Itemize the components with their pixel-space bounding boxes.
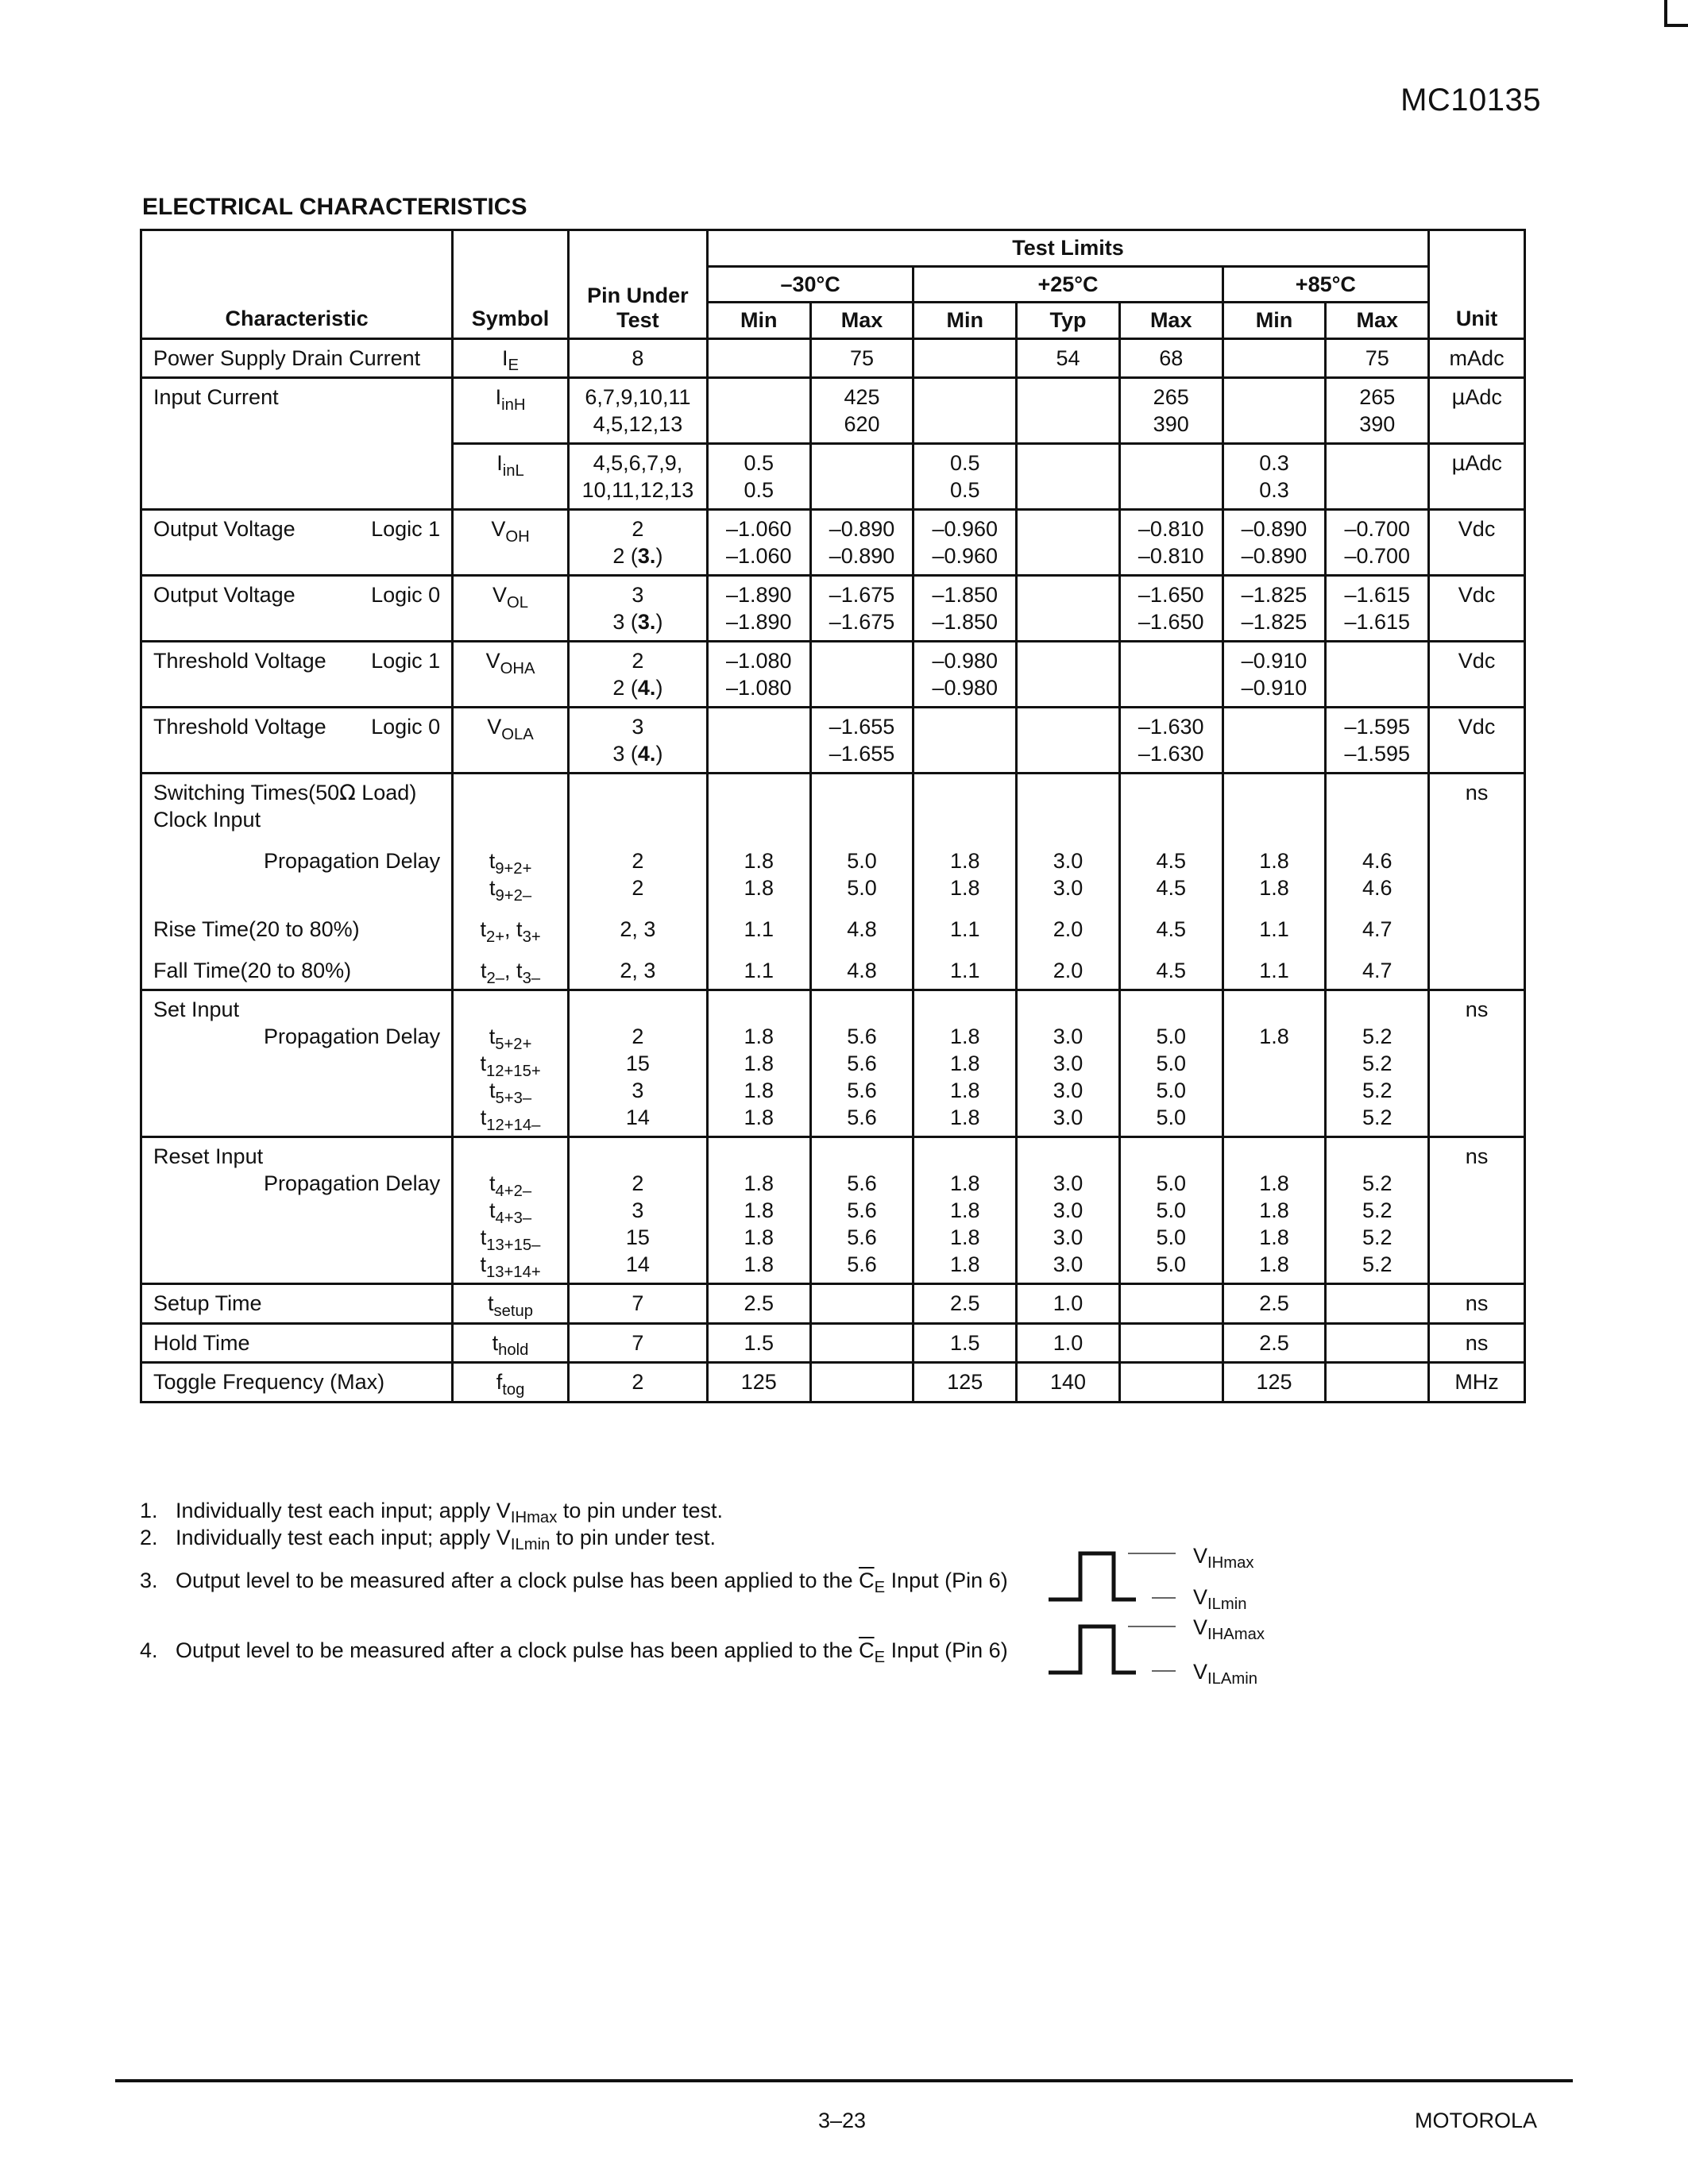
value-cell xyxy=(1017,708,1120,774)
table-row xyxy=(141,338,1525,378)
value-cell: 5.0 5.0 5.0 5.0 xyxy=(1119,990,1223,1137)
value-cell: –0.890 –0.890 xyxy=(1223,510,1326,576)
characteristic-cell: Output Voltage Logic 0 xyxy=(141,576,453,642)
col-header-typ: Typ xyxy=(1017,303,1120,339)
characteristic-cell: Threshold Voltage Logic 0 xyxy=(141,708,453,774)
value-cell: –0.910 –0.910 xyxy=(1223,642,1326,708)
value-cell: 75 xyxy=(1326,338,1429,378)
value-cell: 3.0 3.0 3.0 3.0 xyxy=(1017,990,1120,1137)
value-cell: 2.5 xyxy=(707,1284,810,1324)
value-cell xyxy=(1119,1323,1223,1363)
value-cell xyxy=(707,338,810,378)
document-id: MC10135 xyxy=(1400,83,1541,118)
symbol-cell: $V_{OL}$ xyxy=(453,576,569,642)
characteristic-cell: Reset Input Propagation Delay xyxy=(141,1137,453,1284)
pin-cell: 7 xyxy=(568,1323,707,1363)
symbol-cell: $t_{setup}$ xyxy=(453,1284,569,1324)
pulse-trace xyxy=(1049,1626,1136,1673)
symbol-cell: $t_{5+2+}$ $t_{12+15+}$ $t_{5+3-}$ $t_{12+14-}$ xyxy=(453,990,569,1137)
characteristic-cell: Output Voltage Logic 1 xyxy=(141,510,453,576)
header-row-1 xyxy=(141,230,1525,267)
pin-cell: 3 3 (4.) xyxy=(568,708,707,774)
unit-cell: Vdc xyxy=(1429,708,1525,774)
value-cell xyxy=(810,444,914,510)
symbol-cell: $I_{inH}$ xyxy=(453,378,569,444)
characteristic-cell: Toggle Frequency (Max) xyxy=(141,1363,453,1403)
symbol-cell: $f_{tog}$ xyxy=(453,1363,569,1403)
value-cell: 2.5 xyxy=(914,1284,1017,1324)
value-cell: 1.8 xyxy=(1223,990,1326,1137)
table-row xyxy=(141,1284,1525,1324)
pin-cell: 2 xyxy=(568,1363,707,1403)
value-cell: 1.8 1.8 1.1 1.1 xyxy=(707,774,810,990)
value-cell: 75 xyxy=(810,338,914,378)
value-cell: 2.5 xyxy=(1223,1284,1326,1324)
characteristic-cell: Set Input Propagation Delay xyxy=(141,990,453,1137)
value-cell: 0.5 0.5 xyxy=(914,444,1017,510)
value-cell: 2.5 xyxy=(1223,1323,1326,1363)
symbol-cell: $t_{9+2+}$ $t_{9+2-}$ $t_{2+}$, $t_{3+}$ $t_{2-}$, $t_{3-}$ xyxy=(453,774,569,990)
unit-cell: MHz xyxy=(1429,1363,1525,1403)
pin-cell: 2 15 3 14 xyxy=(568,990,707,1137)
value-cell xyxy=(914,338,1017,378)
value-cell xyxy=(1326,1323,1429,1363)
symbol-cell: $I_{inL}$ xyxy=(453,444,569,510)
pin-cell: 2 2 2, 3 2, 3 xyxy=(568,774,707,990)
value-cell: 68 xyxy=(1119,338,1223,378)
table-row xyxy=(141,990,1525,1137)
unit-cell: ns xyxy=(1429,1323,1525,1363)
value-cell: 5.2 5.2 5.2 5.2 xyxy=(1326,990,1429,1137)
characteristic-cell: Input Current xyxy=(141,378,453,510)
value-cell: 5.2 5.2 5.2 5.2 xyxy=(1326,1137,1429,1284)
symbol-cell: $t_{4+2-}$ $t_{4+3-}$ $t_{13+15-}$ $t_{13+14+}$ xyxy=(453,1137,569,1284)
value-cell xyxy=(1017,642,1120,708)
value-cell xyxy=(1017,444,1120,510)
col-header-characteristic: Characteristic xyxy=(141,230,453,339)
pin-cell: 3 3 (3.) xyxy=(568,576,707,642)
col-header-symbol: Symbol xyxy=(453,230,569,339)
table-row xyxy=(141,1323,1525,1363)
footnote-3: 3. Output level to be measured after a clock pulse has been applied to the $\overline{C}_E$ Input (Pin 6) xyxy=(140,1569,1008,1597)
value-cell: 1.8 1.8 1.8 1.8 xyxy=(707,1137,810,1284)
value-cell: –1.650 –1.650 xyxy=(1119,576,1223,642)
col-header-max: Max xyxy=(1326,303,1429,339)
value-cell xyxy=(914,708,1017,774)
unit-cell: Vdc xyxy=(1429,576,1525,642)
value-cell xyxy=(810,1363,914,1403)
unit-cell: ns xyxy=(1429,774,1525,990)
value-cell: 1.8 1.8 1.1 1.1 xyxy=(1223,774,1326,990)
value-cell: 1.5 xyxy=(914,1323,1017,1363)
value-cell: 4.6 4.6 4.7 4.7 xyxy=(1326,774,1429,990)
pulse-waveform-note3 xyxy=(1049,1547,1176,1603)
pin-cell: 8 xyxy=(568,338,707,378)
col-header-temp-plus25: +25°C xyxy=(914,266,1223,303)
footnote-2: 2. Individually test each input; apply $V_{ILmin}$ to pin under test. xyxy=(140,1526,716,1554)
value-cell xyxy=(1223,378,1326,444)
col-header-test-limits: Test Limits xyxy=(707,230,1428,267)
value-cell: –1.615 –1.615 xyxy=(1326,576,1429,642)
pin-cell: 2 2 (3.) xyxy=(568,510,707,576)
page-number: 3–23 xyxy=(818,2109,867,2132)
value-cell: –1.825 –1.825 xyxy=(1223,576,1326,642)
value-cell: 0.3 0.3 xyxy=(1223,444,1326,510)
symbol-cell: $V_{OLA}$ xyxy=(453,708,569,774)
value-cell: 4.5 4.5 4.5 4.5 xyxy=(1119,774,1223,990)
characteristic-cell: Threshold Voltage Logic 1 xyxy=(141,642,453,708)
characteristic-cell: Setup Time xyxy=(141,1284,453,1324)
symbol-cell: $I_E$ xyxy=(453,338,569,378)
value-cell: –0.960 –0.960 xyxy=(914,510,1017,576)
table-row xyxy=(141,378,1525,444)
value-cell: 125 xyxy=(914,1363,1017,1403)
vihamax-label: $V_{IHAmax}$ xyxy=(1193,1615,1265,1644)
symbol-cell: $t_{hold}$ xyxy=(453,1323,569,1363)
characteristic-cell: Power Supply Drain Current xyxy=(141,338,453,378)
value-cell: –1.850 –1.850 xyxy=(914,576,1017,642)
col-header-temp-minus30: –30°C xyxy=(707,266,914,303)
footnote-1: 1. Individually test each input; apply $V_{IHmax}$ to pin under test. xyxy=(140,1499,723,1527)
symbol-cell: $V_{OHA}$ xyxy=(453,642,569,708)
table-row xyxy=(141,642,1525,708)
value-cell: –0.700 –0.700 xyxy=(1326,510,1429,576)
value-cell: 1.0 xyxy=(1017,1323,1120,1363)
value-cell xyxy=(1223,708,1326,774)
value-cell xyxy=(1119,1363,1223,1403)
value-cell: 1.8 1.8 1.8 1.8 xyxy=(914,1137,1017,1284)
pin-cell: 2 2 (4.) xyxy=(568,642,707,708)
vihmax-label: $V_{IHmax}$ xyxy=(1193,1544,1254,1572)
section-title: ELECTRICAL CHARACTERISTICS xyxy=(142,194,527,220)
page-corner-mark xyxy=(1664,0,1688,27)
value-cell: 265 390 xyxy=(1326,378,1429,444)
value-cell xyxy=(914,378,1017,444)
value-cell: 125 xyxy=(1223,1363,1326,1403)
value-cell xyxy=(1326,642,1429,708)
symbol-cell: $V_{OH}$ xyxy=(453,510,569,576)
unit-cell: ns xyxy=(1429,1284,1525,1324)
value-cell: 1.8 1.8 1.8 1.8 xyxy=(707,990,810,1137)
value-cell xyxy=(810,642,914,708)
table-row xyxy=(141,1137,1525,1284)
unit-cell: ns xyxy=(1429,1137,1525,1284)
value-cell: 1.5 xyxy=(707,1323,810,1363)
col-header-max: Max xyxy=(1119,303,1223,339)
value-cell: 5.6 5.6 5.6 5.6 xyxy=(810,1137,914,1284)
unit-cell: μAdc xyxy=(1429,378,1525,444)
value-cell: –0.980 –0.980 xyxy=(914,642,1017,708)
electrical-characteristics-table xyxy=(140,229,1526,1403)
pin-cell: 4,5,6,7,9, 10,11,12,13 xyxy=(568,444,707,510)
value-cell xyxy=(1326,1363,1429,1403)
value-cell: 125 xyxy=(707,1363,810,1403)
footnote-4: 4. Output level to be measured after a clock pulse has been applied to the $\overline{C}_E$ Input (Pin 6) xyxy=(140,1638,1008,1667)
value-cell: –1.080 –1.080 xyxy=(707,642,810,708)
value-cell xyxy=(707,708,810,774)
value-cell: –0.890 –0.890 xyxy=(810,510,914,576)
value-cell: 5.6 5.6 5.6 5.6 xyxy=(810,990,914,1137)
unit-cell: mAdc xyxy=(1429,338,1525,378)
value-cell: 1.8 1.8 1.8 1.8 xyxy=(914,990,1017,1137)
col-header-min: Min xyxy=(707,303,810,339)
pin-cell: 7 xyxy=(568,1284,707,1324)
table-row xyxy=(141,510,1525,576)
value-cell: –1.675 –1.675 xyxy=(810,576,914,642)
value-cell xyxy=(1017,510,1120,576)
pin-cell: 2 3 15 14 xyxy=(568,1137,707,1284)
table-row xyxy=(141,708,1525,774)
col-header-unit: Unit xyxy=(1429,230,1525,339)
value-cell: 265 390 xyxy=(1119,378,1223,444)
value-cell: –1.060 –1.060 xyxy=(707,510,810,576)
pin-cell: 6,7,9,10,11 4,5,12,13 xyxy=(568,378,707,444)
footer-rule xyxy=(115,2079,1573,2082)
vilamin-label: $V_{ILAmin}$ xyxy=(1193,1660,1258,1688)
value-cell xyxy=(1326,444,1429,510)
value-cell: 3.0 3.0 3.0 3.0 xyxy=(1017,1137,1120,1284)
table-row xyxy=(141,576,1525,642)
table-row xyxy=(141,774,1525,990)
col-header-min: Min xyxy=(1223,303,1326,339)
value-cell xyxy=(1223,338,1326,378)
characteristic-cell: Switching Times(50Ω Load) Clock Input Propagation Delay Rise Time(20 to 80%) Fall Time(20 to 80%) xyxy=(141,774,453,990)
brand-name: MOTOROLA xyxy=(1414,2109,1537,2132)
value-cell xyxy=(1119,642,1223,708)
table-row xyxy=(141,1363,1525,1403)
col-header-min: Min xyxy=(914,303,1017,339)
value-cell: 1.8 1.8 1.8 1.8 xyxy=(1223,1137,1326,1284)
value-cell: 140 xyxy=(1017,1363,1120,1403)
value-cell: –1.595 –1.595 xyxy=(1326,708,1429,774)
value-cell: –1.655 –1.655 xyxy=(810,708,914,774)
pulse-trace xyxy=(1049,1553,1136,1599)
characteristic-cell: Hold Time xyxy=(141,1323,453,1363)
col-header-max: Max xyxy=(810,303,914,339)
pulse-waveform-note4 xyxy=(1049,1620,1176,1676)
value-cell: 5.0 5.0 5.0 5.0 xyxy=(1119,1137,1223,1284)
value-cell xyxy=(810,1323,914,1363)
value-cell: –1.890 –1.890 xyxy=(707,576,810,642)
value-cell: 3.0 3.0 2.0 2.0 xyxy=(1017,774,1120,990)
value-cell: 0.5 0.5 xyxy=(707,444,810,510)
value-cell: –1.630 –1.630 xyxy=(1119,708,1223,774)
value-cell: 54 xyxy=(1017,338,1120,378)
unit-cell: Vdc xyxy=(1429,510,1525,576)
col-header-temp-plus85: +85°C xyxy=(1223,266,1429,303)
unit-cell: Vdc xyxy=(1429,642,1525,708)
value-cell xyxy=(1017,378,1120,444)
value-cell xyxy=(1326,1284,1429,1324)
value-cell: 1.0 xyxy=(1017,1284,1120,1324)
unit-cell: ns xyxy=(1429,990,1525,1137)
value-cell xyxy=(810,1284,914,1324)
value-cell: 5.0 5.0 4.8 4.8 xyxy=(810,774,914,990)
value-cell: 425 620 xyxy=(810,378,914,444)
value-cell xyxy=(1017,576,1120,642)
col-header-pin-under-test: Pin Under Test xyxy=(568,230,707,339)
value-cell xyxy=(1119,444,1223,510)
unit-cell: μAdc xyxy=(1429,444,1525,510)
value-cell xyxy=(1119,1284,1223,1324)
vilmin-label: $V_{ILmin}$ xyxy=(1193,1585,1247,1614)
value-cell: 1.8 1.8 1.1 1.1 xyxy=(914,774,1017,990)
value-cell: –0.810 –0.810 xyxy=(1119,510,1223,576)
value-cell xyxy=(707,378,810,444)
